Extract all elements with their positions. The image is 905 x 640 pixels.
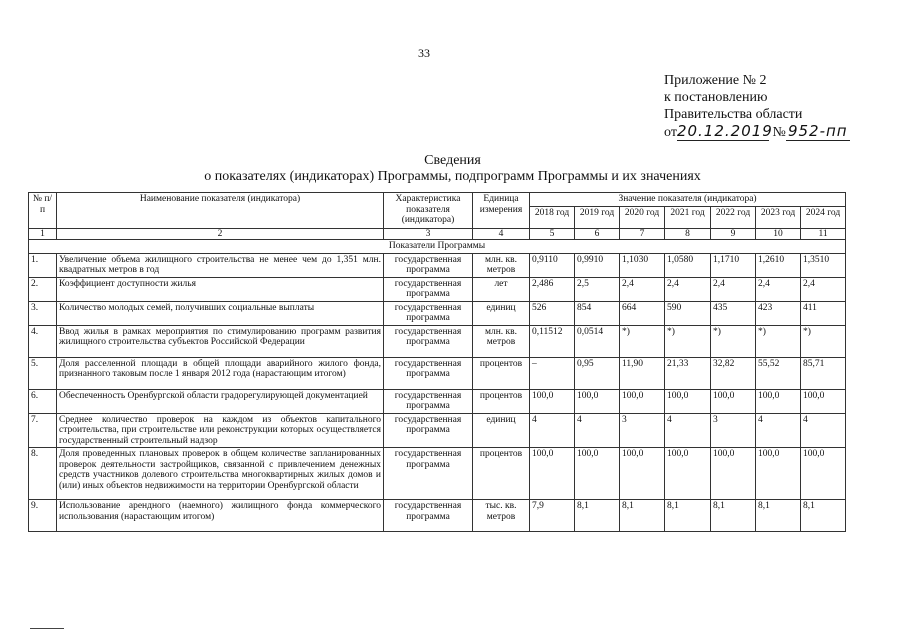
indicator-value: *) <box>665 325 711 357</box>
indicator-value: 100,0 <box>711 389 756 413</box>
indicator-value: 100,0 <box>575 389 620 413</box>
indicator-value: *) <box>801 325 846 357</box>
indicator-value: 100,0 <box>665 389 711 413</box>
indicator-value: 4 <box>801 413 846 448</box>
handwritten-number: 952-пп <box>786 123 850 141</box>
indicator-name: Доля проведенных плановых проверок в общем количестве запланированных проверок деятельности застройщиков, связанной с привлечением денежных средств участников долевого строительства многоквартирных жилых домов и (или) иных объектов недвижимости на территории Оренбургской области <box>57 448 384 500</box>
indicator-name: Среднее количество проверок на каждом из объектов капитального строительства, при строительстве или реконструкции которых осуществляется государственный строительный надзор <box>57 413 384 448</box>
row-num: 2. <box>29 277 57 301</box>
indicator-value: 8,1 <box>575 500 620 532</box>
row-num: 6. <box>29 389 57 413</box>
indicator-value: 2,4 <box>801 277 846 301</box>
column-number: 3 <box>384 228 473 240</box>
header-year: 2022 год <box>711 206 756 228</box>
indicator-characteristic: государственная программа <box>384 325 473 357</box>
header-name: Наименование показателя (индикатора) <box>57 193 384 229</box>
indicator-value: 526 <box>530 301 575 325</box>
header-year: 2018 год <box>530 206 575 228</box>
column-number: 10 <box>756 228 801 240</box>
indicator-value: 1,1710 <box>711 253 756 277</box>
handwritten-date: 20.12.2019 <box>676 122 773 140</box>
indicator-characteristic: государственная программа <box>384 277 473 301</box>
section-title: Показатели Программы <box>29 240 846 254</box>
indicator-value: *) <box>756 325 801 357</box>
column-number: 2 <box>57 228 384 240</box>
indicator-value: 55,52 <box>756 357 801 389</box>
header-year: 2023 год <box>756 206 801 228</box>
appendix-line-3: Правительства области <box>664 107 803 122</box>
document-subtitle: о показателях (индикаторах) Программы, подпрограмм Программы и их значениях <box>204 169 701 184</box>
indicator-name: Увеличение объема жилищного строительства не менее чем до 1,351 млн. квадратных метров в год <box>57 253 384 277</box>
indicator-name: Доля расселенной площади в общей площади аварийного жилого фонда, признанного таковым после 1 января 2012 года (нарастающим итогом) <box>57 357 384 389</box>
indicator-value: 100,0 <box>575 448 620 500</box>
indicator-value: 85,71 <box>801 357 846 389</box>
indicator-value: 3 <box>620 413 665 448</box>
indicator-name: Ввод жилья в рамках мероприятия по стимулированию программ развития жилищного строительства субъектов Российской Федерации <box>57 325 384 357</box>
indicator-value: 100,0 <box>620 448 665 500</box>
indicator-value: 411 <box>801 301 846 325</box>
indicator-unit: тыс. кв. метров <box>473 500 530 532</box>
table-row <box>29 500 846 532</box>
column-number: 4 <box>473 228 530 240</box>
indicators-table <box>28 192 846 532</box>
indicator-unit: млн. кв. метров <box>473 253 530 277</box>
indicator-value: 2,5 <box>575 277 620 301</box>
document-title: Сведения <box>424 153 481 168</box>
table-row <box>29 325 846 357</box>
footnote-divider <box>30 628 64 629</box>
indicator-value: 4 <box>665 413 711 448</box>
indicator-value: 1,0580 <box>665 253 711 277</box>
indicator-value: *) <box>620 325 665 357</box>
header-year: 2024 год <box>801 206 846 228</box>
indicator-value: 0,0514 <box>575 325 620 357</box>
indicator-value: 100,0 <box>665 448 711 500</box>
indicator-characteristic: государственная программа <box>384 389 473 413</box>
indicator-value: 8,1 <box>801 500 846 532</box>
indicator-value: 100,0 <box>711 448 756 500</box>
appendix-line-1: Приложение № 2 <box>664 73 767 88</box>
indicator-characteristic: государственная программа <box>384 301 473 325</box>
appendix-date-line <box>664 123 850 141</box>
table-row <box>29 357 846 389</box>
row-num: 7. <box>29 413 57 448</box>
indicator-value: 100,0 <box>620 389 665 413</box>
indicator-value: 2,4 <box>756 277 801 301</box>
indicator-value: 8,1 <box>620 500 665 532</box>
indicator-name: Обеспеченность Оренбургской области градорегулирующей документацией <box>57 389 384 413</box>
column-number: 11 <box>801 228 846 240</box>
indicator-value: 854 <box>575 301 620 325</box>
indicator-value: 32,82 <box>711 357 756 389</box>
indicator-value: 3 <box>711 413 756 448</box>
indicator-value: 2,4 <box>665 277 711 301</box>
indicator-value: *) <box>711 325 756 357</box>
row-num: 9. <box>29 500 57 532</box>
indicator-value: 435 <box>711 301 756 325</box>
indicator-unit: лет <box>473 277 530 301</box>
indicator-value: 2,4 <box>711 277 756 301</box>
row-num: 4. <box>29 325 57 357</box>
table-row <box>29 389 846 413</box>
indicator-characteristic: государственная программа <box>384 413 473 448</box>
indicator-value: 4 <box>530 413 575 448</box>
indicator-value: 100,0 <box>530 389 575 413</box>
indicator-value: 100,0 <box>801 448 846 500</box>
indicator-name: Коэффициент доступности жилья <box>57 277 384 301</box>
indicator-value: – <box>530 357 575 389</box>
appendix-line-2: к постановлению <box>664 90 768 105</box>
indicator-unit: единиц <box>473 413 530 448</box>
table-row <box>29 448 846 500</box>
indicator-value: 100,0 <box>756 389 801 413</box>
indicator-value: 0,11512 <box>530 325 575 357</box>
indicator-value: 8,1 <box>665 500 711 532</box>
header-year: 2020 год <box>620 206 665 228</box>
indicator-characteristic: государственная программа <box>384 500 473 532</box>
indicator-value: 590 <box>665 301 711 325</box>
indicator-unit: процентов <box>473 448 530 500</box>
indicator-value: 21,33 <box>665 357 711 389</box>
indicator-unit: единиц <box>473 301 530 325</box>
table-row <box>29 277 846 301</box>
column-number: 6 <box>575 228 620 240</box>
column-number: 7 <box>620 228 665 240</box>
table-row <box>29 413 846 448</box>
indicator-value: 100,0 <box>756 448 801 500</box>
table-row <box>29 301 846 325</box>
indicator-name: Использование арендного (наемного) жилищного фонда коммерческого использования (нарастающим итогом) <box>57 500 384 532</box>
column-number: 5 <box>530 228 575 240</box>
header-value-group: Значение показателя (индикатора) <box>530 193 846 207</box>
appendix-block <box>664 72 850 141</box>
row-num: 3. <box>29 301 57 325</box>
header-characteristic: Характеристика показателя (индикатора) <box>384 193 473 229</box>
indicator-unit: процентов <box>473 389 530 413</box>
indicator-value: 2,4 <box>620 277 665 301</box>
indicator-value: 664 <box>620 301 665 325</box>
indicator-value: 423 <box>756 301 801 325</box>
indicator-value: 100,0 <box>530 448 575 500</box>
indicator-value: 4 <box>756 413 801 448</box>
header-year: 2019 год <box>575 206 620 228</box>
indicator-value: 1,3510 <box>801 253 846 277</box>
column-number: 8 <box>665 228 711 240</box>
row-num: 1. <box>29 253 57 277</box>
from-label: от <box>664 125 677 140</box>
indicator-value: 4 <box>575 413 620 448</box>
indicator-name: Количество молодых семей, получивших социальные выплаты <box>57 301 384 325</box>
indicator-unit: процентов <box>473 357 530 389</box>
indicator-value: 100,0 <box>801 389 846 413</box>
indicator-value: 0,95 <box>575 357 620 389</box>
header-num: № п/п <box>29 193 57 229</box>
number-label: № <box>772 125 786 140</box>
indicator-characteristic: государственная программа <box>384 448 473 500</box>
header-unit: Единица измерения <box>473 193 530 229</box>
header-year: 2021 год <box>665 206 711 228</box>
indicator-value: 1,1030 <box>620 253 665 277</box>
indicator-value: 1,2610 <box>756 253 801 277</box>
row-num: 5. <box>29 357 57 389</box>
indicator-value: 2,486 <box>530 277 575 301</box>
table-row <box>29 253 846 277</box>
indicator-unit: млн. кв. метров <box>473 325 530 357</box>
row-num: 8. <box>29 448 57 500</box>
column-number: 1 <box>29 228 57 240</box>
indicator-characteristic: государственная программа <box>384 253 473 277</box>
page-number: 33 <box>418 46 430 60</box>
indicator-value: 8,1 <box>756 500 801 532</box>
indicator-value: 0,9110 <box>530 253 575 277</box>
indicator-characteristic: государственная программа <box>384 357 473 389</box>
indicator-value: 8,1 <box>711 500 756 532</box>
column-number: 9 <box>711 228 756 240</box>
indicator-value: 0,9910 <box>575 253 620 277</box>
indicator-value: 11,90 <box>620 357 665 389</box>
indicator-value: 7,9 <box>530 500 575 532</box>
